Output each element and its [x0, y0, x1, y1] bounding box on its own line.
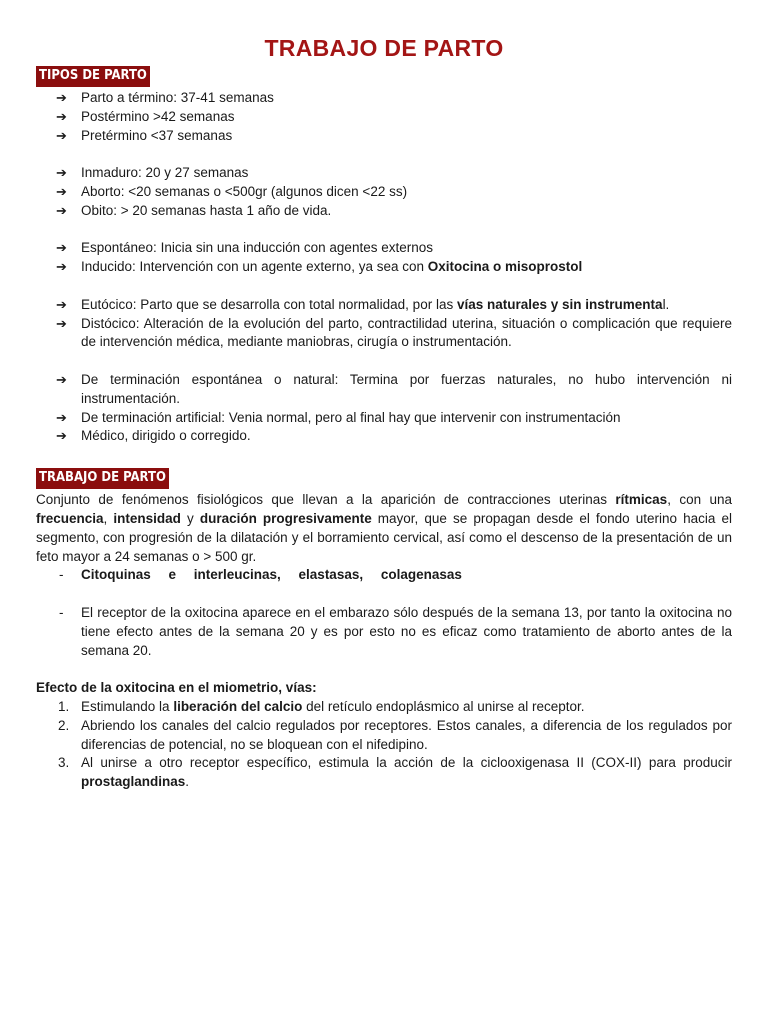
- list-item: [36, 164, 732, 183]
- list-item-text: Postérmino >42 semanas: [81, 108, 235, 124]
- list-item: [36, 566, 732, 585]
- list-item: [36, 89, 732, 108]
- group-gap: [36, 277, 732, 296]
- subheading: [36, 679, 732, 698]
- arrow-list: [36, 296, 732, 352]
- group-gap: [36, 352, 732, 371]
- numbered-list: [36, 698, 732, 792]
- list-item-text: Parto a término: 37-41 semanas: [81, 90, 274, 105]
- arrow-right-icon: ➔: [56, 165, 67, 181]
- numbered-item: [36, 698, 732, 717]
- bold-term: Citoquinas e interleucinas, elastasas, colagenasas: [81, 567, 462, 583]
- bold-term: rítmicas: [615, 492, 668, 508]
- arrow-right-icon: ➔: [56, 315, 67, 331]
- text-span: mayor, que se propagan desde el fondo uterino hacia el segmento, con progresión de la dilatación y el borramiento cervical, así como el descenso de la presentación de un feto mayor a 24 semanas o > 500 gr.: [36, 510, 732, 564]
- group-gap: [36, 145, 732, 164]
- group-gap: [36, 221, 732, 240]
- bold-term: duración progresivamente: [199, 510, 372, 526]
- page-title: TRABAJO DE PARTO: [264, 35, 504, 61]
- arrow-right-icon: ➔: [56, 371, 67, 387]
- list-item: [36, 127, 732, 146]
- list-item-text: Obito: > 20 semanas hasta 1 año de vida.: [81, 202, 332, 218]
- bold-term: frecuencia: [36, 510, 104, 526]
- list-item-text: Inmaduro: 20 y 27 semanas: [81, 165, 249, 181]
- arrow-list: [36, 164, 732, 220]
- bold-term: vías naturales y sin instrumenta: [456, 296, 663, 312]
- list-item-text: Médico, dirigido o corregido.: [81, 428, 251, 444]
- list-item-text: Al unirse a otro receptor específico, estimula la acción de la ciclooxigenasa II (COX-II) para producir: [81, 755, 732, 771]
- definition-paragraph: [36, 491, 732, 566]
- arrow-right-icon: ➔: [56, 409, 67, 425]
- list-item: [36, 427, 732, 446]
- bold-term: Oxitocina o misoprostol: [427, 259, 583, 275]
- arrow-list: [36, 371, 732, 446]
- arrow-right-icon: ➔: [56, 127, 67, 143]
- arrow-right-icon: ➔: [56, 259, 67, 275]
- text-span: ,: [103, 510, 114, 526]
- list-item: [36, 296, 732, 315]
- list-item-text: De terminación artificial: Venia normal, pero al final hay que intervenir con instrumentación: [81, 409, 621, 425]
- text-span: Conjunto de fenómenos fisiológicos que llevan a la aparición de contracciones uterinas: [36, 492, 616, 508]
- list-item-text: Eutócico: Parto que se desarrolla con total normalidad, por las: [81, 296, 457, 312]
- numbered-item: [36, 754, 732, 792]
- numbered-item: [36, 717, 732, 755]
- item-number: 3.: [58, 755, 70, 771]
- list-item-text: .: [185, 774, 190, 790]
- list-item-text: Aborto: <20 semanas o <500gr (algunos dicen <22 ss): [81, 183, 408, 199]
- arrow-right-icon: ➔: [56, 202, 67, 218]
- list-item-text: Inducido: Intervención con un agente externo, ya sea con: [81, 259, 428, 275]
- list-item-text: l.: [662, 296, 670, 312]
- dash-bullet: -: [59, 567, 64, 583]
- section-tag-tipos: TIPOS DE PARTO: [36, 66, 150, 87]
- arrow-right-icon: ➔: [56, 90, 67, 105]
- list-item-text: De terminación espontánea o natural: Termina por fuerzas naturales, no hubo intervención ni instrumentación.: [81, 371, 732, 406]
- section-tag-trabajo: TRABAJO DE PARTO: [36, 468, 169, 489]
- list-item-text: Estimulando la: [81, 698, 174, 714]
- subheading-text: Efecto de la oxitocina en el miometrio, vías:: [36, 680, 317, 696]
- list-item: [36, 239, 732, 258]
- bold-term: liberación del calcio: [173, 698, 303, 714]
- document-page: [36, 34, 732, 792]
- text-span: y: [180, 510, 200, 526]
- item-number: 2.: [58, 717, 70, 733]
- list-item-text: El receptor de la oxitocina aparece en el embarazo sólo después de la semana 13, por tanto la oxitocina no tiene efecto antes de la semana 20 y es por esto no es eficaz como tratamiento de aborto antes de la semana 20.: [81, 604, 732, 658]
- list-item-text: Pretérmino <37 semanas: [81, 127, 233, 143]
- dash-bullet: -: [59, 604, 64, 620]
- list-item-text: Espontáneo: Inicia sin una inducción con agentes externos: [81, 240, 433, 256]
- list-item: [36, 202, 732, 221]
- list-item: [36, 108, 732, 127]
- tipos-list: [36, 89, 732, 446]
- list-item: [36, 604, 732, 660]
- list-item: [36, 409, 732, 428]
- list-item-text: Distócico: Alteración de la evolución del parto, contractilidad uterina, situación o complicación que requiere de intervención médica, mediante maniobras, cirugía o instrumentación.: [81, 315, 732, 350]
- list-item-text: del retículo endoplásmico al unirse al receptor.: [302, 698, 585, 714]
- dash-list: [36, 566, 732, 660]
- arrow-right-icon: ➔: [56, 428, 67, 444]
- spacer: [36, 585, 732, 604]
- list-item: [36, 371, 732, 409]
- arrow-right-icon: ➔: [56, 296, 67, 312]
- list-item: [36, 315, 732, 353]
- arrow-list: [36, 89, 732, 145]
- list-item: [36, 183, 732, 202]
- arrow-right-icon: ➔: [56, 240, 67, 256]
- list-item: [36, 258, 732, 277]
- bold-term: prostaglandinas: [81, 774, 186, 790]
- arrow-right-icon: ➔: [56, 183, 67, 199]
- bold-term: intensidad: [113, 510, 181, 526]
- arrow-list: [36, 239, 732, 277]
- text-span: , con una: [667, 492, 732, 508]
- list-item-text: Abriendo los canales del calcio regulados por receptores. Estos canales, a diferencia de los regulados por diferencias de potencial, no se bloquean con el nifedipino.: [81, 717, 732, 752]
- item-number: 1.: [58, 698, 70, 714]
- arrow-right-icon: ➔: [56, 108, 67, 124]
